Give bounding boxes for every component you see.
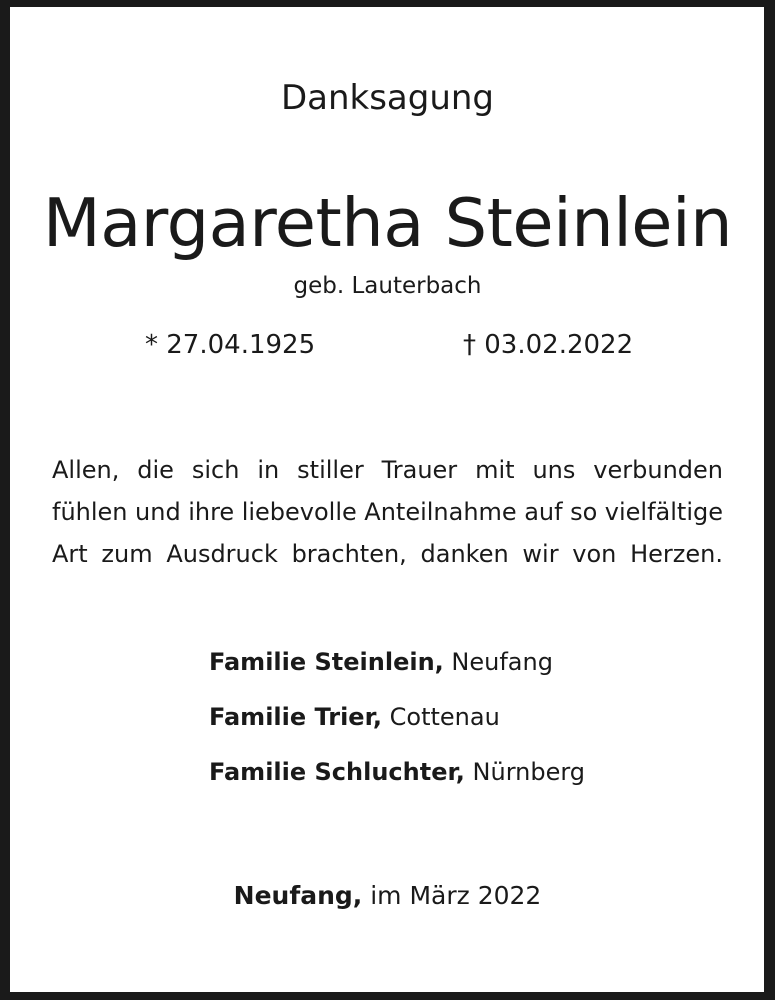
family-place: Cottenau xyxy=(382,703,500,731)
family-name: Familie Steinlein, xyxy=(209,648,444,676)
closing-place: Neufang, xyxy=(233,881,363,910)
family-entry xyxy=(209,643,709,698)
family-entry xyxy=(209,698,709,753)
family-entry xyxy=(209,753,709,808)
thank-you-message xyxy=(52,449,723,575)
closing-date: im März 2022 xyxy=(362,881,542,910)
family-name: Familie Schluchter, xyxy=(209,758,465,786)
family-place: Neufang xyxy=(443,648,553,676)
place-and-date xyxy=(0,877,775,915)
family-name: Familie Trier, xyxy=(209,703,383,731)
family-list xyxy=(209,643,709,808)
message-line: Art zum Ausdruck brachten, danken wir von Herzen. xyxy=(52,540,723,568)
message-line: fühlen und ihre liebevolle Anteilnahme auf so vielfältige xyxy=(52,498,723,526)
birth-name: geb. Lauterbach xyxy=(293,273,482,299)
family-place: Nürnberg xyxy=(464,758,586,786)
deceased-name: Margaretha Steinlein xyxy=(42,184,733,262)
date-of-death: † 03.02.2022 xyxy=(463,330,634,360)
message-line: Allen, die sich in stiller Trauer mit uns verbunden xyxy=(52,456,723,484)
date-of-birth: * 27.04.1925 xyxy=(145,330,316,360)
notice-heading: Danksagung xyxy=(280,78,495,118)
